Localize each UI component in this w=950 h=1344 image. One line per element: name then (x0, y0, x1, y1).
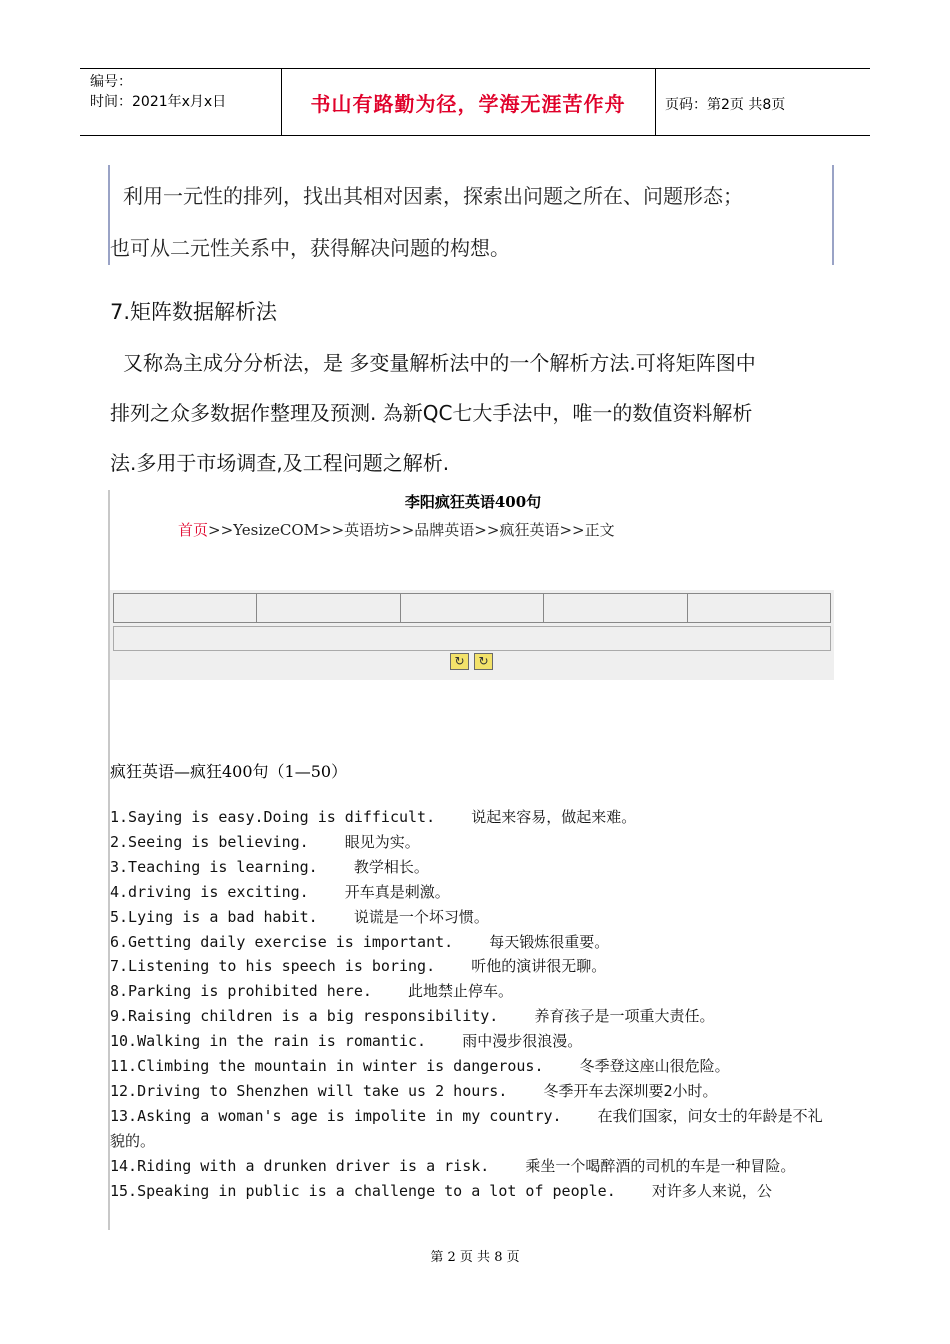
web-nav-cell[interactable] (401, 594, 544, 622)
web-nav-cell[interactable] (544, 594, 687, 622)
phrase-list (110, 805, 835, 1204)
list-item: 13.Asking a woman's age is impolite in my country. 在我们国家，问女士的年龄是不礼貌的。 (110, 1106, 823, 1150)
quote-block (110, 170, 825, 274)
list-item: 4.driving is exciting. 开车真是刺激。 (110, 882, 450, 901)
header-number: 编号： (90, 74, 132, 90)
refresh-icon[interactable]: ↻ (450, 653, 469, 670)
header-meta (90, 72, 226, 112)
list-item: 7.Listening to his speech is boring. 听他的演讲很无聊。 (110, 957, 607, 976)
list-heading: 疯狂英语—疯狂400句（1—50） (110, 762, 348, 781)
web-nav-cell[interactable] (114, 594, 257, 622)
web-nav-cell[interactable] (688, 594, 830, 622)
quote-line: 也可从二元性关系中，获得解决问题的构想。 (110, 236, 510, 260)
list-item: 5.Lying is a bad habit. 说谎是一个坏习惯。 (110, 907, 489, 926)
quote-border-right (832, 165, 834, 265)
list-item: 15.Speaking in public is a challenge to a lot of people. 对许多人来说，公 (110, 1181, 772, 1200)
web-nav-row (113, 593, 831, 623)
list-item: 11.Climbing the mountain in winter is dangerous. 冬季登这座山很危险。 (110, 1057, 730, 1076)
web-nav-subrow (113, 626, 831, 651)
list-item: 2.Seeing is believing. 眼见为实。 (110, 832, 420, 851)
breadcrumb-home-link[interactable]: 首页 (178, 521, 209, 539)
header-top-rule (80, 68, 870, 69)
list-item: 9.Raising children is a big responsibility. 养育孩子是一项重大责任。 (110, 1007, 715, 1026)
page-footer: 第 2 页 共 8 页 (430, 1250, 520, 1265)
list-item: 6.Getting daily exercise is important. 每天锻炼很重要。 (110, 932, 610, 951)
list-item: 12.Driving to Shenzhen will take us 2 hours. 冬季开车去深圳要2小时。 (110, 1081, 718, 1100)
refresh-icon[interactable]: ↻ (474, 653, 493, 670)
paragraph-line: 法.多用于市场调查,及工程问题之解析. (110, 451, 450, 475)
list-item: 3.Teaching is learning. 教学相长。 (110, 857, 429, 876)
header-motto: 书山有路勤为径，学海无涯苦作舟 (310, 92, 626, 116)
web-page-title: 李阳疯狂英语400句 (404, 493, 542, 511)
list-item: 14.Riding with a drunken driver is a risk. 乘坐一个喝醉酒的司机的车是一种冒险。 (110, 1156, 796, 1175)
header-time: 时间：2021年x月x日 (90, 94, 227, 110)
header-page-number: 页码：第2页 共8页 (665, 97, 786, 113)
breadcrumb-path: >>YesizeCOM>>英语坊>>品牌英语>>疯狂英语>>正文 (208, 521, 615, 539)
list-item: 10.Walking in the rain is romantic. 雨中漫步很浪漫。 (110, 1032, 583, 1051)
list-item: 8.Parking is prohibited here. 此地禁止停车。 (110, 982, 514, 1001)
section-heading: 7.矩阵数据解析法 (110, 300, 278, 324)
header-bottom-rule (80, 135, 870, 136)
web-nav-cell[interactable] (257, 594, 400, 622)
paragraph-line: 又称為主成分分析法，是 多变量解析法中的一个解析方法.可将矩阵图中 (123, 351, 756, 375)
paragraph-line: 排列之众多数据作整理及预测. 為新QC七大手法中，唯一的数值资料解析 (110, 401, 753, 425)
section-paragraph (110, 338, 845, 488)
quote-line: 利用一元性的排列，找出其相对因素，探索出问题之所在、问题形态； (123, 184, 743, 208)
list-item: 1.Saying is easy.Doing is difficult. 说起来容易，做起来难。 (110, 808, 637, 826)
breadcrumb (178, 519, 615, 540)
header-divider-right (655, 68, 656, 135)
